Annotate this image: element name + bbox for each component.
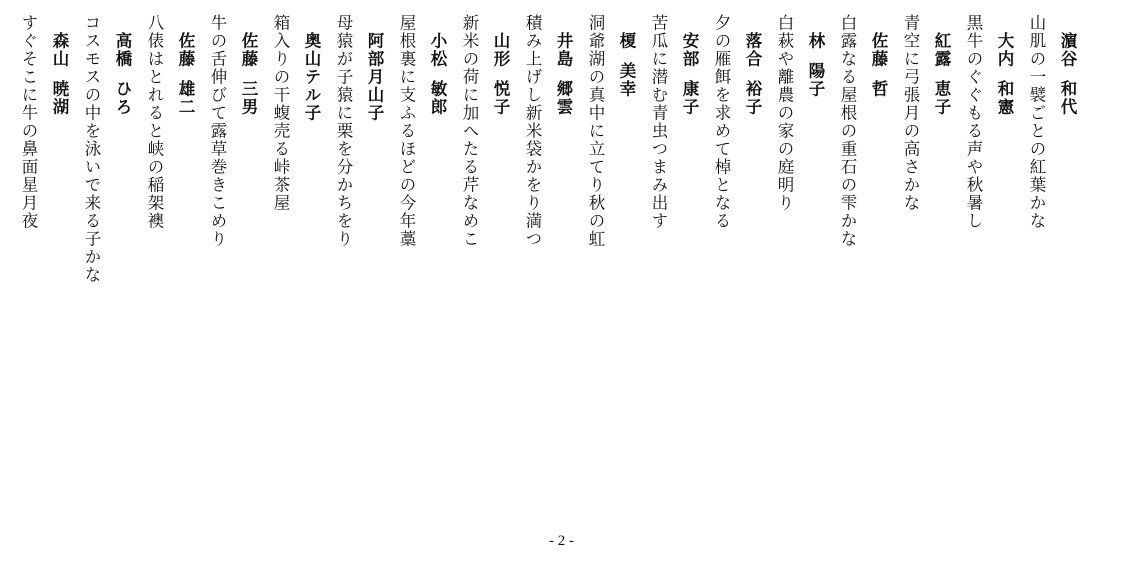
haiku-columns	[12, 14, 1083, 514]
poet-given-name: 三男	[239, 80, 258, 116]
poet-family-name: 奥山テル子	[302, 32, 321, 122]
poet-given-name: 哲	[869, 80, 888, 98]
poet-family-name: 佐藤	[176, 32, 195, 68]
poet-name	[926, 14, 957, 514]
haiku-entry	[642, 14, 705, 514]
poet-given-name: ひろ	[113, 80, 132, 116]
haiku-verse: 白露なる屋根の重石の雫かな	[838, 14, 857, 248]
haiku-entry	[327, 14, 390, 514]
haiku-entry	[768, 14, 831, 514]
haiku-entry	[12, 14, 75, 514]
haiku-entry	[390, 14, 453, 514]
haiku-entry	[453, 14, 516, 514]
haiku-verse: 黒牛のぐぐもる声や秋暑し	[964, 14, 983, 230]
poet-family-name: 井島	[554, 32, 573, 68]
poet-name	[359, 14, 390, 514]
haiku-verse: 屋根裏に支ふるほどの今年藁	[397, 14, 416, 248]
haiku-verse: 積み上げし新米袋かをり満つ	[523, 14, 542, 248]
haiku-entry	[264, 14, 327, 514]
haiku-verse: 牛の舌伸びて露草巻きこめり	[208, 14, 227, 248]
poet-family-name: 榎	[617, 32, 636, 50]
haiku-verse: 苦瓜に潜む青虫つまみ出す	[649, 14, 668, 230]
haiku-entry	[138, 14, 201, 514]
haiku-entry	[957, 14, 1020, 514]
haiku-verse: コスモスの中を泳いで来る子かな	[82, 14, 101, 284]
haiku-entry	[75, 14, 138, 514]
poet-name	[611, 14, 642, 514]
poet-name	[170, 14, 201, 514]
haiku-verse: 新米の荷に加へたる芹なめこ	[460, 14, 479, 248]
haiku-entry	[579, 14, 642, 514]
poet-name	[800, 14, 831, 514]
poet-given-name: 暁湖	[50, 80, 69, 116]
poet-name	[422, 14, 453, 514]
poet-given-name: 悦子	[491, 80, 510, 116]
poet-name	[737, 14, 768, 514]
haiku-verse: 母猿が子猿に栗を分かちをり	[334, 14, 353, 248]
poet-name	[44, 14, 75, 514]
haiku-verse: 箱入りの干蝮売る峠茶屋	[271, 14, 290, 212]
poet-family-name: 林	[806, 32, 825, 50]
poet-family-name: 紅露	[932, 32, 951, 68]
haiku-entry	[516, 14, 579, 514]
poet-family-name: 山形	[491, 32, 510, 68]
poet-given-name: 敏郎	[428, 80, 447, 116]
haiku-entry	[894, 14, 957, 514]
poet-given-name: 和代	[1058, 80, 1077, 116]
haiku-verse: 八俵はとれると峡の稲架襖	[145, 14, 164, 230]
poet-name	[1052, 14, 1083, 514]
poet-given-name: 陽子	[806, 62, 825, 98]
poet-family-name: 安部	[680, 32, 699, 68]
haiku-verse: 夕の雁餌を求めて棹となる	[712, 14, 731, 230]
haiku-verse: 山肌の一襞ごとの紅葉かな	[1027, 14, 1046, 230]
poet-family-name: 佐藤	[869, 32, 888, 68]
poet-name	[989, 14, 1020, 514]
haiku-verse: 洞爺湖の真中に立てり秋の虹	[586, 14, 605, 248]
poet-name	[674, 14, 705, 514]
poet-family-name: 佐藤	[239, 32, 258, 68]
poet-family-name: 森山	[50, 32, 69, 68]
poet-family-name: 濵谷	[1058, 32, 1077, 68]
poet-family-name: 落合	[743, 32, 762, 68]
poet-family-name: 高橋	[113, 32, 132, 68]
poet-given-name: 和憲	[995, 80, 1014, 116]
poet-name	[107, 14, 138, 514]
poet-name	[233, 14, 264, 514]
haiku-entry	[201, 14, 264, 514]
poet-given-name: 裕子	[743, 80, 762, 116]
page-number: - 2 -	[549, 533, 574, 549]
poet-given-name: 雄二	[176, 80, 195, 116]
poet-name	[863, 14, 894, 514]
poet-given-name: 恵子	[932, 80, 951, 116]
poet-given-name: 康子	[680, 80, 699, 116]
haiku-entry	[705, 14, 768, 514]
poet-family-name: 阿部月山子	[365, 32, 384, 122]
haiku-verse: 青空に弓張月の高さかな	[901, 14, 920, 212]
poet-name	[485, 14, 516, 514]
poet-name	[296, 14, 327, 514]
haiku-entry	[831, 14, 894, 514]
poet-given-name: 郷雲	[554, 80, 573, 116]
haiku-verse: 白萩や離農の家の庭明り	[775, 14, 794, 212]
haiku-verse: すぐそこに牛の鼻面星月夜	[19, 14, 38, 230]
poet-family-name: 大内	[995, 32, 1014, 68]
poet-given-name: 美幸	[617, 62, 636, 98]
poet-family-name: 小松	[428, 32, 447, 68]
haiku-entry	[1020, 14, 1083, 514]
poet-name	[548, 14, 579, 514]
